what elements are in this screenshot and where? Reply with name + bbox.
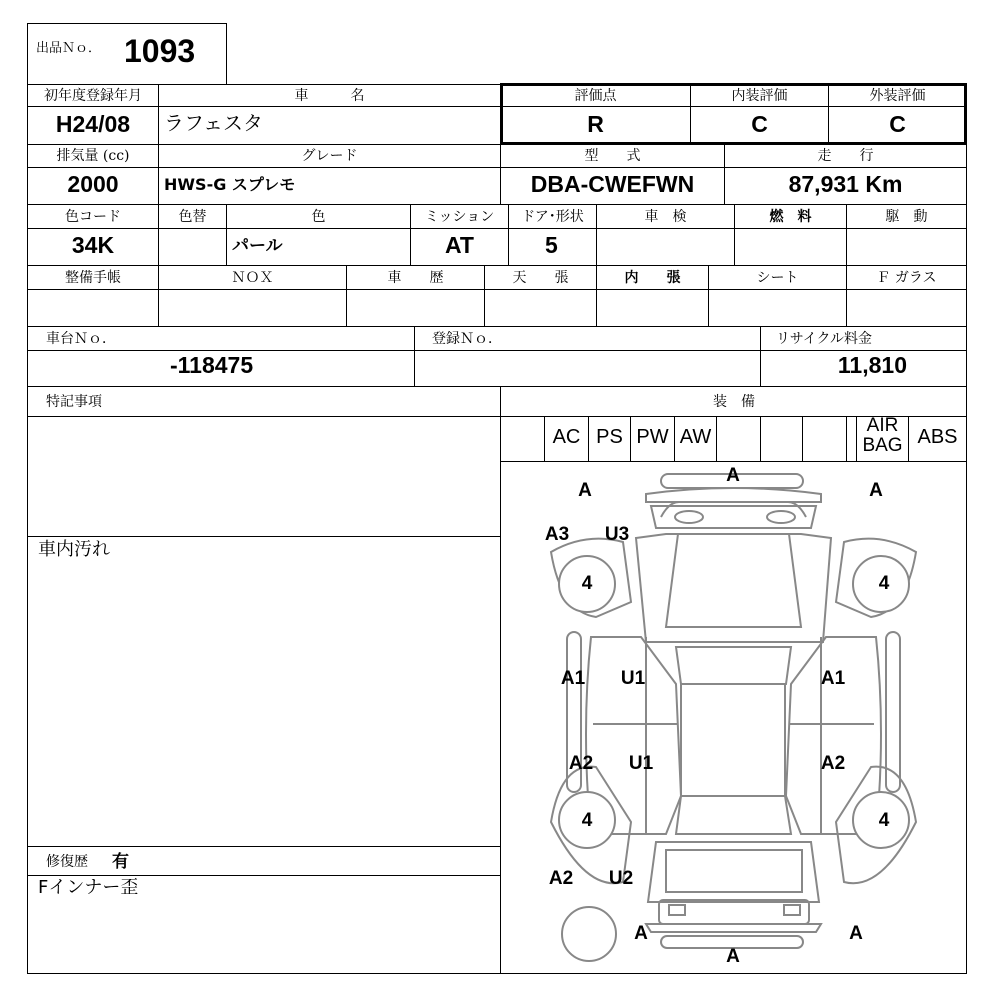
- repair-history-label: 修復歴: [46, 854, 88, 870]
- rear-bumper-lip: [646, 924, 821, 932]
- score-value: R: [587, 111, 604, 137]
- chassis-number-label: 車台Ｎｏ．: [46, 331, 116, 347]
- inner-panel-label: 内 張: [624, 270, 681, 286]
- repair-history-value: 有: [112, 852, 129, 872]
- mileage-label: 走 行: [817, 148, 874, 164]
- front-emblem-left: [675, 511, 703, 523]
- mark-rear-bumper: A: [726, 946, 740, 967]
- mark-rear-gate-a: A2: [548, 868, 574, 889]
- rear-window: [666, 850, 802, 892]
- grid-line: [27, 536, 501, 537]
- door-label: ドア･形状: [521, 209, 584, 225]
- mark-front-left-tire: 4: [581, 573, 593, 594]
- grade-label: グレード: [301, 148, 358, 164]
- repaint-label: 色替: [178, 209, 207, 225]
- drive-label: 駆 動: [885, 209, 928, 225]
- mark-right-rear-door: A2: [820, 753, 846, 774]
- maintenance-record-label: 整備手帳: [65, 270, 121, 286]
- nox-label: ＮＯＸ: [231, 270, 274, 286]
- equipment-item-airbag: AIR BAG: [862, 415, 903, 456]
- displacement-value: 2000: [67, 171, 119, 197]
- car-name-label: 車 名: [294, 88, 365, 104]
- first-registration-label: 初年度登録年月: [44, 88, 142, 104]
- ceiling-label: 天 張: [512, 270, 569, 286]
- headlight-lines: [661, 502, 806, 517]
- color-code-value: 34K: [71, 232, 115, 258]
- recycle-fee-label: リサイクル料金: [776, 331, 873, 347]
- chassis-number-value: -118475: [170, 352, 254, 378]
- grid-line: [27, 416, 967, 417]
- grid-line: [27, 167, 967, 168]
- front-bumper-lip: [646, 488, 821, 502]
- lot-number-value: 1093: [124, 33, 196, 69]
- front-glass-label: Ｆ ガラス: [876, 270, 937, 286]
- door-value: 5: [545, 232, 558, 258]
- mark-front-right-corner: A: [869, 480, 883, 501]
- color-code-label: 色コード: [65, 209, 121, 225]
- interior-grade-value: C: [751, 111, 768, 137]
- model-value: DBA-CWEFWN: [530, 171, 695, 197]
- first-registration-value: H24/08: [55, 111, 131, 137]
- grade-value: HWS-G スプレモ: [164, 175, 296, 194]
- mission-label: ミッション: [424, 209, 495, 225]
- mark-hood-right: U3: [604, 524, 630, 545]
- equipment-item-aw: AW: [679, 426, 712, 448]
- mark-left-rear-door-a: A2: [568, 753, 594, 774]
- grid-line: [27, 875, 501, 876]
- mark-right-front-door: A1: [820, 668, 846, 689]
- equipment-item-ac: AC: [552, 426, 581, 448]
- displacement-label: 排気量 (cc): [56, 148, 130, 164]
- grid-line: [846, 416, 847, 461]
- grid-line: [27, 386, 967, 387]
- mark-rear-right-corner: A: [849, 923, 863, 944]
- recycle-fee-value: 11,810: [837, 352, 907, 378]
- score-label: 評価点: [574, 88, 617, 104]
- rear-lamp-right: [784, 905, 800, 915]
- mark-front-bumper: A: [726, 465, 740, 486]
- mark-front-right-tire: 4: [878, 573, 890, 594]
- mark-left-front-door-u: U1: [620, 668, 646, 689]
- mark-rear-right-tire: 4: [878, 810, 890, 831]
- mark-rear-gate-u: U2: [608, 868, 634, 889]
- mark-front-left-corner: A: [578, 480, 592, 501]
- vehicle-history-label: 車 歴: [387, 270, 444, 286]
- grid-line: [802, 416, 803, 461]
- equipment-item-ps: PS: [596, 426, 623, 448]
- mark-left-front-door-a: A1: [560, 668, 586, 689]
- mark-rear-left-corner: A: [634, 923, 648, 944]
- rear-roof-panel: [676, 796, 791, 834]
- grid-line: [414, 326, 415, 386]
- roof-panel: [681, 684, 785, 796]
- equipment-item-abs: ABS: [917, 426, 958, 448]
- windshield-outline: [666, 534, 801, 627]
- grid-line: [27, 228, 967, 229]
- rear-bumper-panel: [659, 900, 809, 924]
- grid-line: [27, 265, 967, 266]
- color-value: パール: [232, 236, 283, 256]
- seat-label: シート: [756, 270, 799, 286]
- front-roof-panel: [676, 647, 791, 684]
- exterior-grade-label: 外装評価: [869, 88, 926, 104]
- model-label: 型 式: [584, 148, 641, 164]
- lot-number-label: 出品Ｎｏ．: [36, 41, 102, 56]
- mark-left-rear-door-u: U1: [628, 753, 654, 774]
- grid-line: [27, 204, 967, 205]
- color-label: 色: [311, 209, 326, 225]
- grid-line: [716, 416, 717, 461]
- equipment-item-pw: PW: [636, 426, 669, 448]
- grid-line: [27, 326, 967, 327]
- grid-line: [760, 416, 761, 461]
- grid-line: [27, 289, 967, 290]
- inspection-label: 車 検: [644, 209, 687, 225]
- spare-tire: [562, 907, 616, 961]
- special-notes-label: 特記事項: [46, 394, 102, 410]
- grid-line: [27, 846, 501, 847]
- repair-history-text: Fインナー歪: [38, 877, 139, 898]
- special-notes-text: 車内汚れ: [38, 539, 110, 560]
- mark-hood-left: A3: [544, 524, 570, 545]
- rear-lamp-left: [669, 905, 685, 915]
- mileage-value: 87,931 Km: [788, 171, 903, 197]
- interior-grade-label: 内装評価: [731, 88, 788, 104]
- car-name-value: ラフェスタ: [164, 111, 263, 135]
- mission-value: AT: [445, 232, 474, 258]
- registration-number-label: 登録Ｎｏ．: [432, 331, 502, 347]
- exterior-grade-value: C: [889, 111, 906, 137]
- fuel-label: 燃 料: [769, 209, 812, 225]
- equipment-label: 装 備: [713, 394, 755, 410]
- mark-rear-left-tire: 4: [581, 810, 593, 831]
- front-emblem-right: [767, 511, 795, 523]
